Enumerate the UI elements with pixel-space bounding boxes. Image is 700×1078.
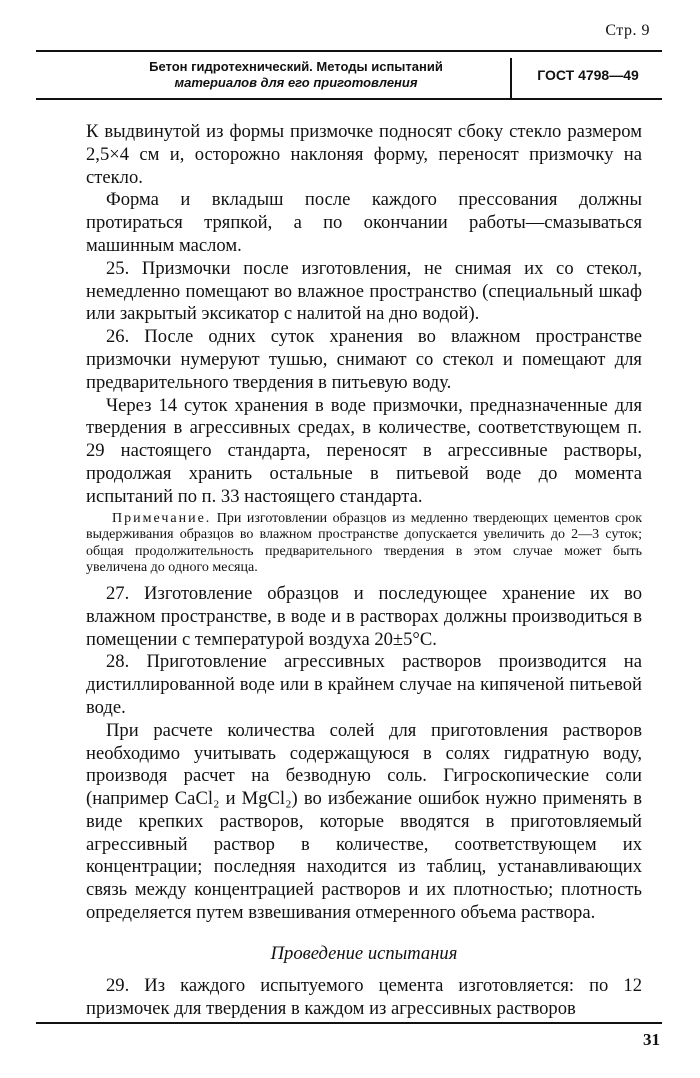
clause-27: 27. Изготовление образцов и последующее хранение их во влажном пространстве, в воде и в растворах должны производиться в помещении с температурой воздуха 20±5°С. <box>86 582 642 650</box>
page-label: Стр. 9 <box>605 22 650 39</box>
paragraph: Форма и вкладыш после каждого прессования должны протираться тряпкой, а по окончании работы—смазываться машинным маслом. <box>86 189 642 256</box>
paragraph: К выдвинутой из формы призмочке подносят сбоку стекло размером 2,5×4 см и, осторожно наклоняя форму, переносят призмочку на стекло. <box>86 121 642 188</box>
footer-rule <box>36 1022 662 1024</box>
note-heading: Примечание. <box>112 510 212 526</box>
standard-code: ГОСТ 4798—49 <box>537 67 639 83</box>
clause-25: 25. Призмочки после изготовления, не снимая их со стекол, немедленно помещают во влажное пространство (специальный шкаф или закрытый эксикатор с налитой на дно водой). <box>86 257 642 325</box>
note <box>86 511 642 577</box>
clause-29: 29. Из каждого испытуемого цемента изготовляется: по 12 призмочек для твердения в каждом из агрессивных растворов <box>86 974 642 1019</box>
paragraph: Через 14 суток хранения в воде призмочки, предназначенные для твердения в агрессивных средах, в количестве, соответствующем п. 29 настоящего стандарта, переносят в агрессивные растворы, продолжая хранить остальные в питьевой воде до момента испытаний по п. 33 настоящего стандарта. <box>86 394 642 507</box>
note-text: При изготовлении образцов из медленно твердеющих цементов срок выдерживания образцов во влажном пространстве допускается увеличить до 2—3 суток; общая продолжительность предварительного твердения в этом случае может быть увеличена до одного месяца. <box>86 510 642 576</box>
standard-title <box>76 59 516 91</box>
clause-26: 26. После одних суток хранения во влажном пространстве призмочки нумеруют тушью, снимают со стекол и помещают для предварительного твердения в питьевую воду. <box>86 326 642 393</box>
page-number: 31 <box>643 1030 660 1049</box>
body-text <box>86 121 642 1020</box>
title-line-1: Бетон гидротехнический. Методы испытаний <box>149 59 443 74</box>
title-line-2: материалов для его приготовления <box>174 75 418 90</box>
header-divider <box>510 58 512 98</box>
clause-28: 28. Приготовление агрессивных растворов производится на дистиллированной воде или в крайнем случае на кипяченой питьевой воде. <box>86 651 642 718</box>
paragraph: При расчете количества солей для приготовления растворов необходимо учитывать содержащуюся в солях гидратную воду, производя расчет на безводную соль. Гигроскопические соли (например CaCl₂ и MgCl₂) во избежание ошибок нужно применять в виде крепких растворов, которые вводятся в приготовляемый агрессивный раствор в количестве, соответствующем их концентрации; последняя находится из таблиц, устанавливающих связь между концентрацией растворов и их плотностью; плотность определяется путем взвешивания отмеренного объема раствора. <box>86 719 642 924</box>
document-header <box>36 50 662 100</box>
section-title: Проведение испытания <box>270 942 458 964</box>
